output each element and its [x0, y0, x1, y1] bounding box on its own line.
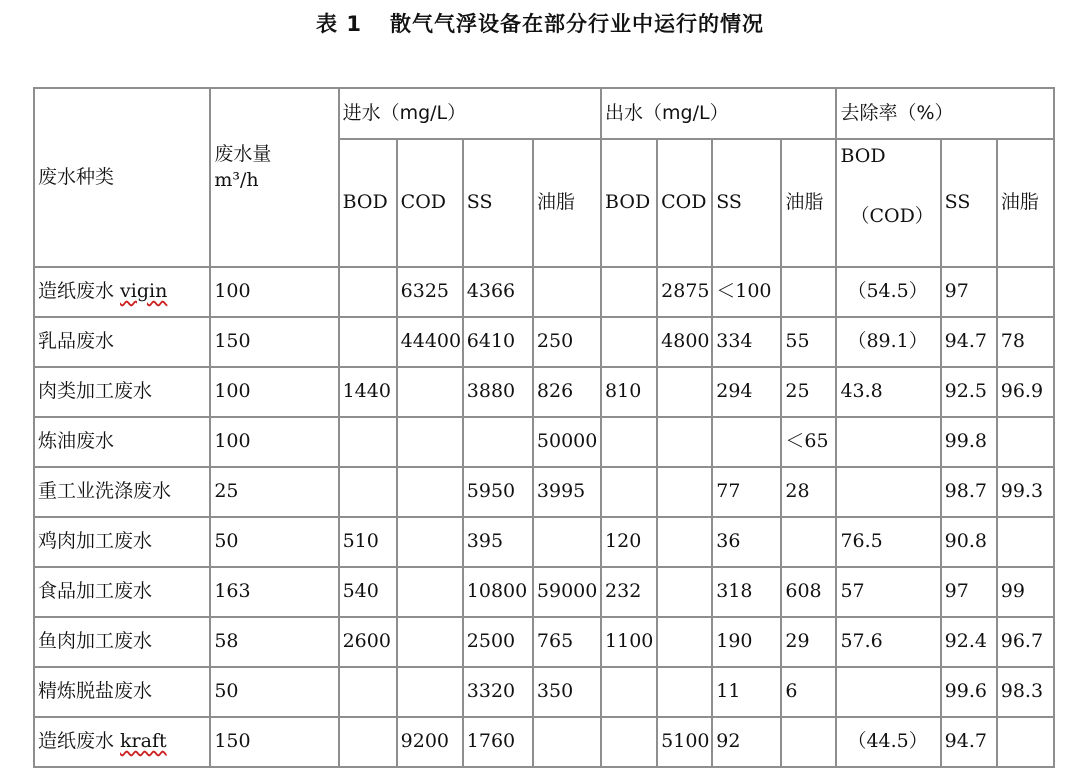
- cell-removal-bod-cod: （89.1）: [836, 317, 940, 367]
- cell-inlet-ss: 1760: [463, 717, 533, 767]
- table-row: [34, 567, 1054, 617]
- cell-removal-grease: [997, 717, 1054, 767]
- row-name-suffix: kraft: [120, 730, 167, 753]
- table-number: 表 1: [316, 12, 362, 36]
- cell-inlet-bod: 510: [339, 517, 397, 567]
- cell-inlet-cod: 44400: [397, 317, 463, 367]
- cell-removal-grease: [997, 267, 1054, 317]
- cell-inlet-bod: 1440: [339, 367, 397, 417]
- row-wastewater-type: [34, 317, 210, 367]
- cell-removal-grease: 78: [997, 317, 1054, 367]
- cell-inlet-cod: [397, 517, 463, 567]
- cell-outlet-bod: 1100: [601, 617, 657, 667]
- header-removal-bod-cod: [836, 139, 940, 267]
- cell-outlet-bod: [601, 317, 657, 367]
- cell-flow: 100: [210, 367, 338, 417]
- row-name: 造纸废水: [38, 730, 121, 753]
- cell-removal-bod-cod: [836, 467, 940, 517]
- cell-outlet-grease: 6: [781, 667, 836, 717]
- cell-inlet-bod: [339, 417, 397, 467]
- row-name: 乳品废水: [38, 330, 115, 353]
- row-name: 精炼脱盐废水: [38, 680, 153, 703]
- header-removal-grease: 油脂: [997, 139, 1054, 267]
- row-wastewater-type: [34, 667, 210, 717]
- table-row: [34, 667, 1054, 717]
- cell-inlet-ss: 3320: [463, 667, 533, 717]
- cell-flow: 150: [210, 717, 338, 767]
- header-removal-group: 去除率（%）: [836, 88, 1054, 139]
- cell-inlet-cod: [397, 667, 463, 717]
- cell-outlet-ss: 190: [712, 617, 781, 667]
- header-inlet-group: 进水（mg/L）: [339, 88, 601, 139]
- cell-removal-grease: 99: [997, 567, 1054, 617]
- table-body: [34, 88, 1054, 267]
- row-name: 食品加工废水: [38, 580, 153, 603]
- row-wastewater-type: [34, 417, 210, 467]
- cell-outlet-grease: 28: [781, 467, 836, 517]
- cell-outlet-ss: ＜100: [712, 267, 781, 317]
- cell-outlet-bod: [601, 717, 657, 767]
- cell-inlet-grease: [533, 517, 601, 567]
- cell-flow: 163: [210, 567, 338, 617]
- cell-outlet-cod: [657, 417, 712, 467]
- cell-outlet-ss: [712, 417, 781, 467]
- header-flow: [210, 88, 338, 267]
- cell-outlet-grease: [781, 717, 836, 767]
- header-outlet-ss: SS: [712, 139, 781, 267]
- cell-outlet-bod: [601, 267, 657, 317]
- table-row: [34, 467, 1054, 517]
- cell-removal-ss: 98.7: [941, 467, 997, 517]
- data-rows: [34, 267, 1054, 767]
- cell-inlet-cod: [397, 617, 463, 667]
- cell-flow: 50: [210, 667, 338, 717]
- row-name: 肉类加工废水: [38, 380, 153, 403]
- row-name: 重工业洗涤废水: [38, 480, 172, 503]
- header-removal-bod: BOD: [840, 145, 886, 167]
- header-row-groups: [34, 88, 1054, 139]
- cell-removal-bod-cod: （44.5）: [836, 717, 940, 767]
- cell-inlet-cod: [397, 417, 463, 467]
- cell-removal-bod-cod: [836, 417, 940, 467]
- cell-inlet-ss: 4366: [463, 267, 533, 317]
- cell-removal-bod-cod: 76.5: [836, 517, 940, 567]
- cell-outlet-cod: [657, 517, 712, 567]
- cell-removal-ss: 94.7: [941, 317, 997, 367]
- row-name: 炼油废水: [38, 430, 115, 453]
- cell-inlet-cod: 6325: [397, 267, 463, 317]
- cell-outlet-grease: 55: [781, 317, 836, 367]
- cell-outlet-cod: [657, 467, 712, 517]
- cell-outlet-cod: [657, 617, 712, 667]
- header-outlet-grease: 油脂: [781, 139, 836, 267]
- header-removal-cod: （COD）: [850, 204, 934, 227]
- row-name-suffix: vigin: [120, 280, 168, 303]
- header-flow-unit: m³/h: [214, 168, 259, 191]
- cell-outlet-cod: [657, 567, 712, 617]
- row-wastewater-type: [34, 717, 210, 767]
- cell-inlet-bod: [339, 717, 397, 767]
- cell-outlet-ss: 36: [712, 517, 781, 567]
- cell-removal-ss: 97: [941, 267, 997, 317]
- table-row: [34, 367, 1054, 417]
- cell-inlet-ss: 2500: [463, 617, 533, 667]
- cell-inlet-ss: [463, 417, 533, 467]
- row-wastewater-type: [34, 367, 210, 417]
- cell-flow: 100: [210, 267, 338, 317]
- cell-outlet-grease: [781, 517, 836, 567]
- cell-inlet-grease: 50000: [533, 417, 601, 467]
- row-name: 鸡肉加工废水: [38, 530, 153, 553]
- cell-outlet-ss: 294: [712, 367, 781, 417]
- cell-outlet-grease: 608: [781, 567, 836, 617]
- cell-removal-grease: 96.7: [997, 617, 1054, 667]
- cell-outlet-grease: 29: [781, 617, 836, 667]
- cell-outlet-cod: [657, 667, 712, 717]
- cell-removal-grease: 98.3: [997, 667, 1054, 717]
- cell-removal-bod-cod: 43.8: [836, 367, 940, 417]
- cell-outlet-ss: 318: [712, 567, 781, 617]
- header-flow-label: 废水量: [214, 143, 272, 165]
- cell-outlet-bod: 120: [601, 517, 657, 567]
- cell-removal-grease: [997, 517, 1054, 567]
- row-name: 造纸废水: [38, 280, 121, 303]
- cell-outlet-grease: ＜65: [781, 417, 836, 467]
- cell-removal-grease: 99.3: [997, 467, 1054, 517]
- cell-removal-ss: 90.8: [941, 517, 997, 567]
- table-row: [34, 517, 1054, 567]
- row-wastewater-type: [34, 567, 210, 617]
- cell-inlet-ss: 10800: [463, 567, 533, 617]
- cell-inlet-bod: 540: [339, 567, 397, 617]
- header-inlet-grease: 油脂: [533, 139, 601, 267]
- cell-inlet-grease: [533, 267, 601, 317]
- cell-inlet-cod: [397, 467, 463, 517]
- cell-outlet-grease: [781, 267, 836, 317]
- header-inlet-cod: COD: [397, 139, 463, 267]
- cell-inlet-grease: [533, 717, 601, 767]
- header-wastewater-type: 废水种类: [34, 88, 210, 267]
- cell-flow: 100: [210, 417, 338, 467]
- cell-outlet-ss: 92: [712, 717, 781, 767]
- cell-inlet-grease: 59000: [533, 567, 601, 617]
- cell-inlet-cod: 9200: [397, 717, 463, 767]
- header-removal-ss: SS: [941, 139, 997, 267]
- cell-inlet-bod: [339, 317, 397, 367]
- cell-removal-ss: 97: [941, 567, 997, 617]
- cell-inlet-cod: [397, 567, 463, 617]
- table-caption: [0, 8, 1080, 38]
- cell-outlet-ss: 334: [712, 317, 781, 367]
- cell-outlet-ss: 11: [712, 667, 781, 717]
- table-row: [34, 317, 1054, 367]
- cell-inlet-grease: 3995: [533, 467, 601, 517]
- cell-outlet-bod: 810: [601, 367, 657, 417]
- cell-outlet-bod: 232: [601, 567, 657, 617]
- cell-outlet-bod: [601, 417, 657, 467]
- cell-inlet-cod: [397, 367, 463, 417]
- row-wastewater-type: [34, 267, 210, 317]
- cell-removal-ss: 99.6: [941, 667, 997, 717]
- cell-outlet-ss: 77: [712, 467, 781, 517]
- row-name: 鱼肉加工废水: [38, 630, 153, 653]
- header-inlet-bod: BOD: [339, 139, 397, 267]
- cell-flow: 50: [210, 517, 338, 567]
- cell-removal-bod-cod: 57: [836, 567, 940, 617]
- cell-flow: 25: [210, 467, 338, 517]
- cell-inlet-grease: 765: [533, 617, 601, 667]
- row-wastewater-type: [34, 617, 210, 667]
- cell-inlet-ss: 6410: [463, 317, 533, 367]
- cell-outlet-cod: 4800: [657, 317, 712, 367]
- cell-removal-grease: [997, 417, 1054, 467]
- cell-inlet-ss: 3880: [463, 367, 533, 417]
- cell-removal-ss: 99.8: [941, 417, 997, 467]
- cell-inlet-grease: 826: [533, 367, 601, 417]
- table-row: [34, 417, 1054, 467]
- cell-inlet-bod: 2600: [339, 617, 397, 667]
- cell-removal-ss: 94.7: [941, 717, 997, 767]
- cell-removal-grease: 96.9: [997, 367, 1054, 417]
- cell-outlet-bod: [601, 467, 657, 517]
- cell-outlet-bod: [601, 667, 657, 717]
- cell-removal-bod-cod: 57.6: [836, 617, 940, 667]
- cell-flow: 58: [210, 617, 338, 667]
- cell-inlet-ss: 5950: [463, 467, 533, 517]
- cell-outlet-grease: 25: [781, 367, 836, 417]
- table-row: [34, 717, 1054, 767]
- cell-inlet-bod: [339, 267, 397, 317]
- cell-inlet-bod: [339, 667, 397, 717]
- cell-inlet-grease: 250: [533, 317, 601, 367]
- cell-removal-bod-cod: [836, 667, 940, 717]
- cell-outlet-cod: [657, 367, 712, 417]
- table-title: 散气气浮设备在部分行业中运行的情况: [389, 12, 764, 36]
- cell-removal-bod-cod: （54.5）: [836, 267, 940, 317]
- cell-outlet-cod: 2875: [657, 267, 712, 317]
- row-wastewater-type: [34, 467, 210, 517]
- header-outlet-bod: BOD: [601, 139, 657, 267]
- cell-inlet-bod: [339, 467, 397, 517]
- table-row: [34, 267, 1054, 317]
- cell-flow: 150: [210, 317, 338, 367]
- cell-removal-ss: 92.5: [941, 367, 997, 417]
- cell-removal-ss: 92.4: [941, 617, 997, 667]
- row-wastewater-type: [34, 517, 210, 567]
- header-outlet-cod: COD: [657, 139, 712, 267]
- cell-inlet-ss: 395: [463, 517, 533, 567]
- cell-outlet-cod: 5100: [657, 717, 712, 767]
- table-row: [34, 617, 1054, 667]
- wastewater-table: [33, 87, 1055, 768]
- cell-inlet-grease: 350: [533, 667, 601, 717]
- header-inlet-ss: SS: [463, 139, 533, 267]
- header-outlet-group: 出水（mg/L）: [601, 88, 836, 139]
